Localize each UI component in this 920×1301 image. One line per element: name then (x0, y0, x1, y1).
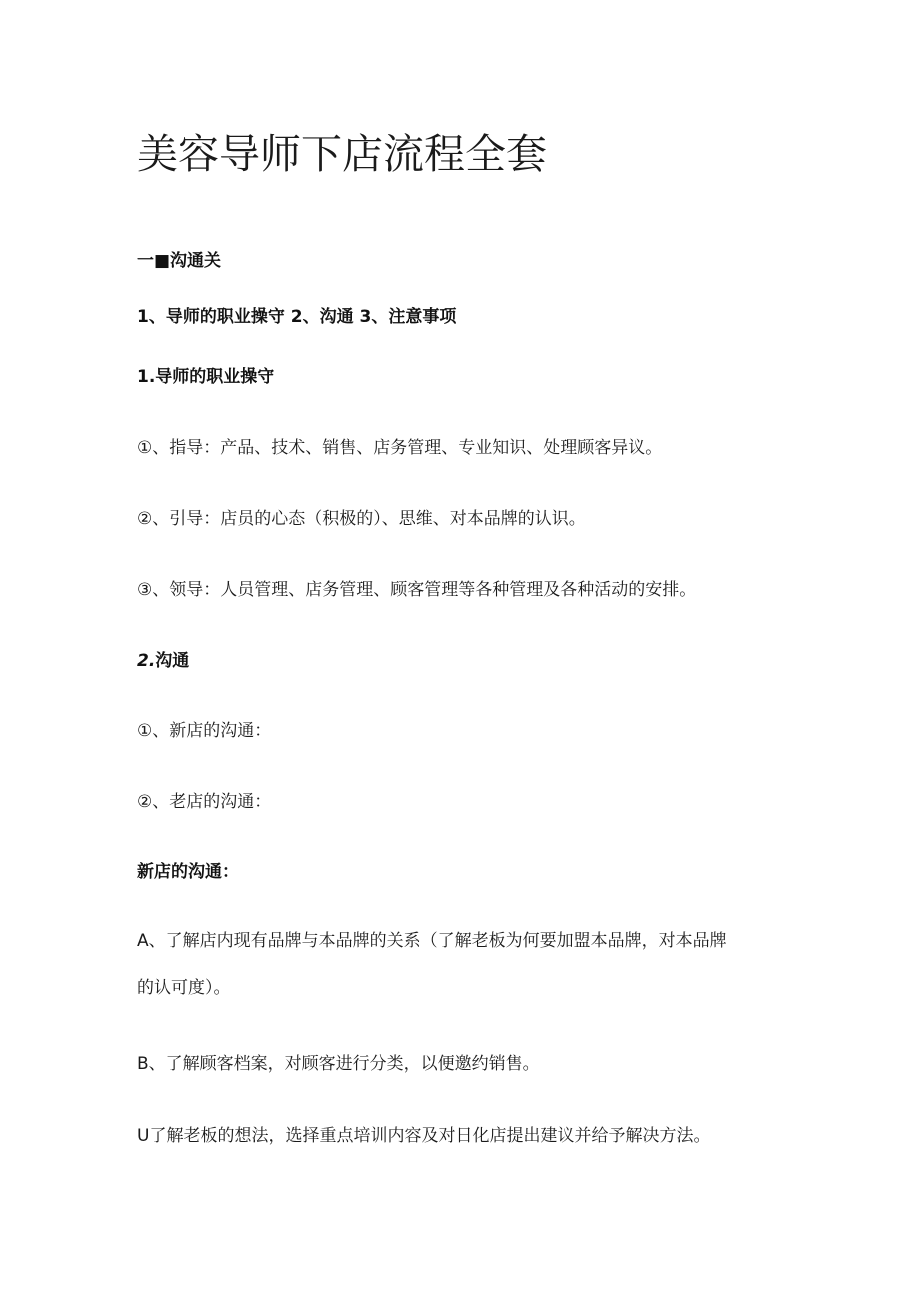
section-outline: 1、导师的职业操守 2、沟通 3、注意事项 (137, 307, 457, 327)
subsection-heading-professional-ethics: 1.导师的职业操守 (137, 367, 275, 387)
subsection-heading-communication (137, 653, 189, 670)
new-store-item-b: B、了解顾客档案，对顾客进行分类，以便邀约销售。 (137, 1054, 540, 1074)
page-title: 美容导师下店流程全套 (137, 130, 547, 178)
ethics-item-guide: ①、指导：产品、技术、销售、店务管理、专业知识、处理顾客异议。 (137, 438, 663, 458)
subsection-label: 沟通 (155, 651, 190, 671)
ethics-item-lead: ②、引导：店员的心态（积极的）、思维、对本品牌的认识。 (137, 509, 586, 529)
new-store-item-a-line1: A、了解店内现有品牌与本品牌的关系（了解老板为何要加盟本品牌，对本品牌 (137, 931, 727, 951)
section-heading-communication: 一■沟通关 (137, 251, 222, 271)
new-store-item-a-line2: 的认可度）。 (137, 978, 231, 998)
communication-item-new-store: ①、新店的沟通： (137, 721, 272, 741)
ethics-item-leadership: ③、领导：人员管理、店务管理、顾客管理等各种管理及各种活动的安排。 (137, 580, 697, 600)
subsection-number: 2. (137, 651, 156, 671)
new-store-item-c: U了解老板的想法，选择重点培训内容及对日化店提出建议并给予解决方法。 (137, 1126, 711, 1146)
communication-item-old-store: ②、老店的沟通： (137, 792, 272, 812)
new-store-heading: 新店的沟通： (137, 862, 239, 882)
